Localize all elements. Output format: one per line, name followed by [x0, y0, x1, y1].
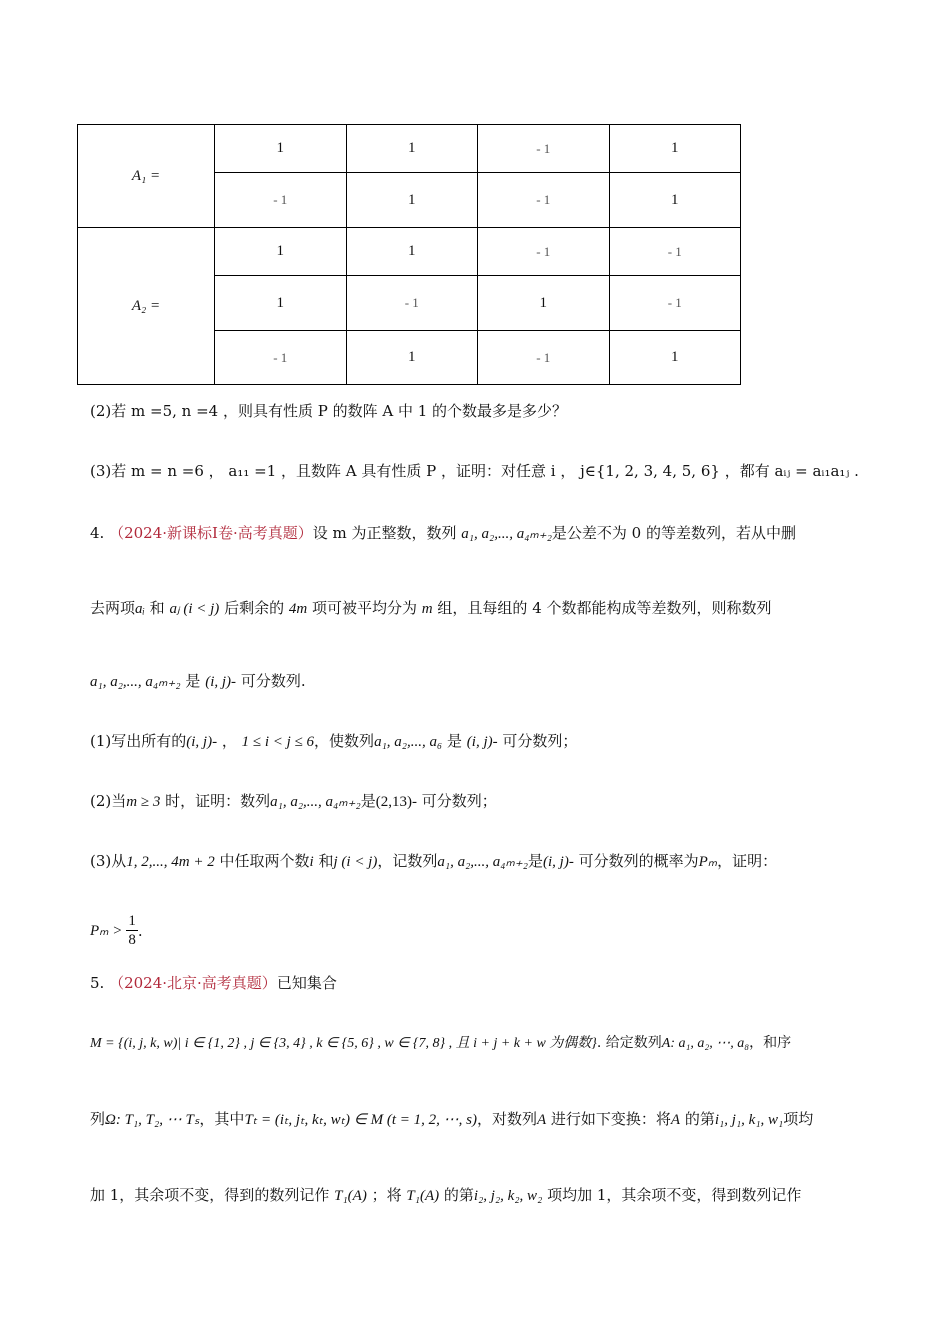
frac-num: 1 — [128, 913, 136, 929]
q5-source: （2024·北京·高考真题） — [109, 974, 277, 992]
q4-part1: (1)写出所有的(i, j)- ， 1 ≤ i < j ≤ 6，使数列a₁, a₂,..., a₆ 是 (i, j)- 可分数列； — [90, 732, 578, 750]
math: A — [670, 1112, 681, 1128]
cell: 1 — [346, 173, 478, 228]
math: a₁, a₂,..., a₆ — [374, 734, 443, 750]
text: 中任取两个数 — [219, 852, 310, 870]
text: 进行如下变换：将 — [550, 1110, 671, 1128]
cell: 1 — [215, 125, 347, 173]
math: aᵢ — [135, 601, 145, 617]
text: 和 — [318, 852, 334, 870]
text: 和 — [149, 599, 165, 617]
math: 1 ≤ i < j ≤ 6 — [241, 734, 315, 750]
q3-part2: (2)若 m =5, n =4 ，则具有性质 P 的数阵 A 中 1 的个数最多是多少？ — [90, 402, 568, 420]
cell: - 1 — [609, 276, 741, 331]
text: (1)写出所有的 — [90, 732, 187, 750]
cell: - 1 — [478, 228, 610, 276]
cell: - 1 — [609, 228, 741, 276]
math: m ≥ 3 — [126, 794, 161, 810]
q5-line2 — [90, 1032, 791, 1052]
q4-source: （2024·新课标Ⅰ卷·高考真题） — [109, 524, 313, 542]
math: (i, j)- — [466, 734, 498, 750]
q5-line3 — [90, 1108, 813, 1129]
math-set: M = {(i, j, k, w)| i ∈ {1, 2} , j ∈ {3, 4} , k ∈ {5, 6} , w ∈ {7, 8} , 且 i + j + k + w 为偶数} — [90, 1036, 597, 1051]
text: 可分数列的概率为 — [578, 852, 699, 870]
text: ，证明： — [717, 852, 778, 870]
math: j (i < j) — [333, 854, 378, 870]
q4-number: 4. — [90, 524, 105, 542]
text: 是 — [447, 732, 463, 750]
math: T₁(A) — [334, 1188, 367, 1204]
text: 是公差不为 0 的等差数列，若从中删 — [551, 524, 796, 542]
math: (i, j)- — [186, 734, 218, 750]
cell: 1 — [346, 125, 478, 173]
text: 组，且每组的 4 个数都能构成等差数列，则称数列 — [437, 599, 772, 617]
text: ；将 — [371, 1186, 402, 1204]
q4-part3 — [90, 850, 777, 871]
cell: - 1 — [215, 173, 347, 228]
cell: - 1 — [215, 331, 347, 385]
math-seq: a₁, a₂,..., a₄ₘ₊₂ — [270, 794, 361, 810]
text: ，其中 — [199, 1110, 245, 1128]
q4-line1 — [90, 522, 796, 543]
q5-line4 — [90, 1184, 801, 1205]
cell: 1 — [215, 276, 347, 331]
math: m — [421, 601, 433, 617]
math: A — [536, 1112, 547, 1128]
q3-part3: (3)若 m = n =6 ， a₁₁ =1 ，且数阵 A 具有性质 P ，证明：对任意 i ， j∈{1, 2, 3, 4, 5, 6} ，都有 aᵢⱼ = aᵢ₁a₁ⱼ . — [90, 462, 859, 480]
matrix-a2-label: A₂ = — [78, 228, 215, 385]
text: ，和序 — [749, 1035, 792, 1051]
math: A: a₁, a₂, ⋯, a₈ — [661, 1036, 750, 1051]
math: Pₘ — [698, 854, 718, 870]
cell: - 1 — [478, 173, 610, 228]
text: ，使数列 — [314, 732, 375, 750]
math: 1, 2,..., 4m + 2 — [126, 854, 215, 870]
text: . — [137, 921, 143, 940]
cell: 1 — [346, 228, 478, 276]
text: 可分数列. — [240, 672, 306, 690]
text: ，对数列 — [476, 1110, 537, 1128]
q4-inequality — [90, 912, 143, 949]
q5-line1 — [90, 972, 337, 993]
q4-line3 — [90, 670, 306, 691]
text: 列 — [90, 1110, 106, 1128]
text: 是 — [360, 792, 376, 810]
math: (i, j)- — [543, 854, 574, 870]
matrix-table — [77, 124, 741, 385]
text: 是 — [528, 852, 544, 870]
math: Tₜ = (iₜ, jₜ, kₜ, wₜ) ∈ M (t = 1, 2, ⋯, s) — [244, 1112, 477, 1128]
q4-part2 — [90, 790, 497, 811]
text: 项均加 1，其余项不变，得到数列记作 — [547, 1186, 802, 1204]
math: Ω: T₁, T₂, ⋯ Tₛ — [105, 1112, 200, 1128]
q5-number: 5. — [90, 974, 105, 992]
cell: 1 — [609, 173, 741, 228]
text: 后剩余的 — [224, 599, 285, 617]
frac-den: 8 — [128, 932, 136, 948]
text: 加 1，其余项不变，得到的数列记作 — [90, 1186, 330, 1204]
math: Pₘ > — [90, 923, 123, 939]
math: (i, j)- — [205, 674, 237, 690]
math: T₁(A) — [406, 1188, 440, 1204]
text: 设 m 为正整数，数列 — [312, 524, 457, 542]
text: 的第 — [684, 1110, 715, 1128]
math-seq: a₁, a₂,..., a₄ₘ₊₂ — [90, 674, 181, 690]
matrix-a1-label: A₁ = — [78, 125, 215, 228]
cell: 1 — [478, 276, 610, 331]
text: 是 — [185, 672, 201, 690]
text: 项均 — [783, 1110, 814, 1128]
text: (2)当 — [90, 792, 127, 810]
text: 去两项 — [90, 599, 136, 617]
text: 的第 — [443, 1186, 474, 1204]
math: 4m — [288, 601, 308, 617]
cell: 1 — [215, 228, 347, 276]
math: aⱼ (i < j) — [169, 601, 220, 617]
text: ，记数列 — [377, 852, 438, 870]
text: (3)从 — [90, 852, 127, 870]
math-seq: a₁, a₂,..., a₄ₘ₊₂ — [437, 854, 528, 870]
math-seq: a₁, a₂,..., a₄ₘ₊₂ — [461, 526, 552, 542]
text: 可分数列； — [502, 732, 578, 750]
text: 时，证明：数列 — [165, 792, 271, 810]
text: . 给定数列 — [596, 1035, 662, 1051]
text: 已知集合 — [276, 974, 337, 992]
fraction — [126, 912, 138, 949]
cell: - 1 — [478, 331, 610, 385]
text: 可分数列； — [421, 792, 497, 810]
cell: 1 — [346, 331, 478, 385]
cell: 1 — [609, 125, 741, 173]
cell: - 1 — [346, 276, 478, 331]
cell: - 1 — [478, 125, 610, 173]
math: i — [309, 854, 314, 870]
text: 项可被平均分为 — [312, 599, 418, 617]
math: i₁, j₁, k₁, w₁ — [714, 1112, 784, 1128]
cell: 1 — [609, 331, 741, 385]
q4-line2 — [90, 597, 772, 618]
math: (2,13)- — [375, 794, 418, 810]
math: i₂, j₂, k₂, w₂ — [473, 1188, 543, 1204]
